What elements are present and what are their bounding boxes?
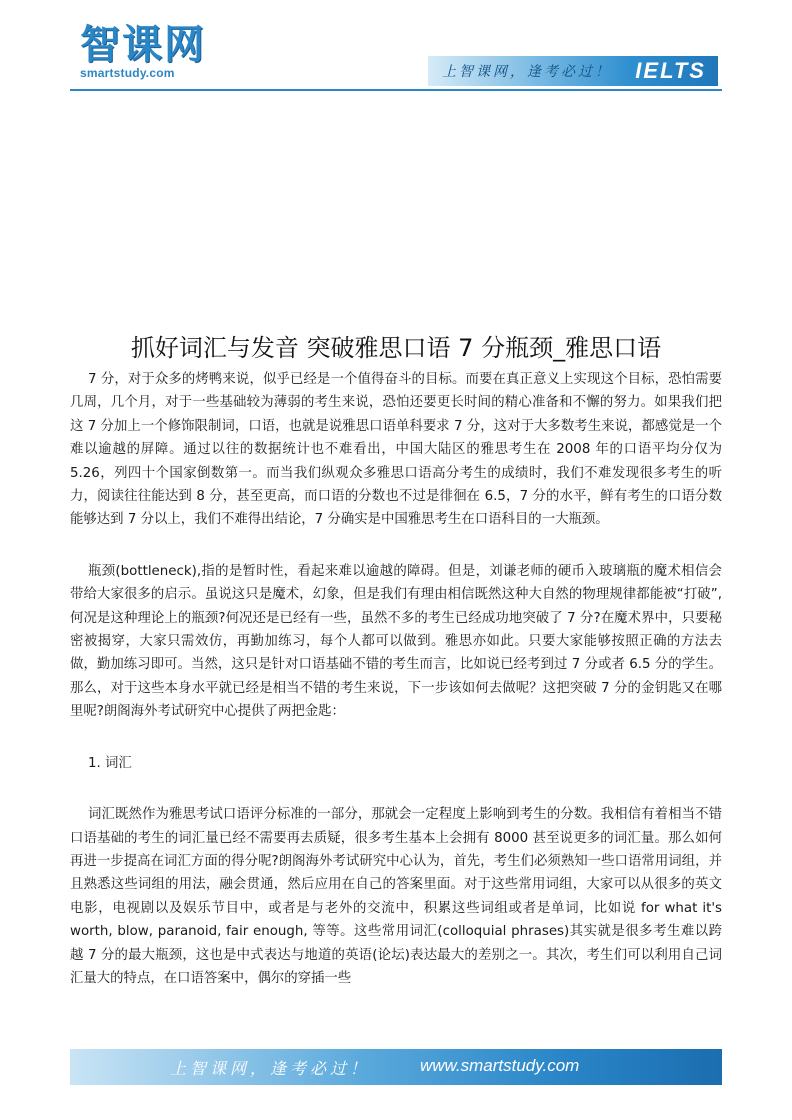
- paragraph-gap: [70, 532, 722, 560]
- article-title: 抓好词汇与发音 突破雅思口语 7 分瓶颈_雅思口语: [130, 334, 662, 362]
- header-slogan: 上智课网，逢考必过！: [442, 64, 612, 80]
- paragraph-gap: [70, 775, 722, 803]
- paragraph-intro: 7 分，对于众多的烤鸭来说，似乎已经是一个值得奋斗的目标。而要在真正意义上实现这个目标，恐怕需要几周，几个月，对于一些基础较为薄弱的考生来说，恐怕还要更长时间的精心准备和不懈的努力。如果我们把这 7 分加上一个修饰限制词，口语，也就是说雅思口语单科要求 7 分，这对于大多数考生来说，都感觉是一个难以逾越的屏障。通过以往的数据统计也不难看出，中国大陆区的雅思考生在 2008 年的口语平均分仅为 5.26，列四十个国家倒数第一。而当我们纵观众多雅思口语高分考生的成绩时，我们不难发现很多考生的听力，阅读往往能达到 8 分，甚至更高，而口语的分数也不过是徘徊在 6.5，7 分的水平，鲜有考生的口语分数能够达到 7 分以上，我们不难得出结论，7 分确实是中国雅思考生在口语科目的一大瓶颈。: [70, 372, 722, 528]
- logo-url: smartstudy.com: [80, 66, 175, 80]
- article-body: [70, 368, 722, 990]
- logo-text: 智课网: [80, 22, 206, 68]
- section-heading-vocabulary: 1. 词汇: [88, 755, 132, 771]
- paragraph-vocabulary: 词汇既然作为雅思考试口语评分标准的一部分，那就会一定程度上影响到考生的分数。我相信有着相当不错口语基础的考生的词汇量已经不需要再去质疑，很多考生基本上会拥有 8000 甚至说更多的词汇量。那么如何再进一步提高在词汇方面的得分呢?朗阁海外考试研究中心认为，首先，考生们必须熟知一些口语常用词组，并且熟悉这些词组的用法，融会贯通，然后应用在自己的答案里面。对于这些常用词组，大家可以从很多的英文电影，电视剧以及娱乐节目中，或者是与老外的交流中，积累这些词组或者是单词，比如说 for what it's worth, blow, paranoid, fair enough, 等等。这些常用词汇(colloquial phrases)其实就是很多考生难以跨越 7 分的最大瓶颈，这也是中式表达与地道的英语(论坛)表达最大的差别之一。其次，考生们可以利用自己词汇量大的特点，在口语答案中，偶尔的穿插一些: [70, 807, 722, 986]
- ielts-brand: IELTS: [635, 58, 706, 83]
- header-divider: [70, 89, 722, 91]
- page-header: [0, 0, 792, 100]
- footer-url-link[interactable]: www.smartstudy.com: [420, 1056, 580, 1075]
- paragraph-gap: [70, 724, 722, 752]
- paragraph-bottleneck: 瓶颈(bottleneck),指的是暂时性，看起来难以逾越的障碍。但是，刘谦老师的硬币入玻璃瓶的魔术相信会带给大家很多的启示。虽说这只是魔术，幻象，但是我们有理由相信既然这种大自然的物理规律都能被“打破”,何况是这种理论上的瓶颈?何况还是已经有一些，虽然不多的考生已经成功地突破了 7 分?在魔术界中，只要秘密被揭穿，大家只需效仿，再勤加练习，每个人都可以做到。雅思亦如此。只要大家能够按照正确的方法去做，勤加练习即可。当然，这只是针对口语基础不错的考生而言，比如说已经考到过 7 分或者 6.5 分的学生。那么，对于这些本身水平就已经是相当不错的考生来说，下一步该如何去做呢？这把突破 7 分的金钥匙又在哪里呢?朗阁海外考试研究中心提供了两把金匙：: [70, 563, 722, 720]
- page-footer-banner: [70, 1049, 722, 1085]
- header-banner: [428, 56, 718, 86]
- brand-logo[interactable]: [80, 24, 206, 80]
- footer-slogan: 上智课网，逢考必过！: [170, 1059, 371, 1078]
